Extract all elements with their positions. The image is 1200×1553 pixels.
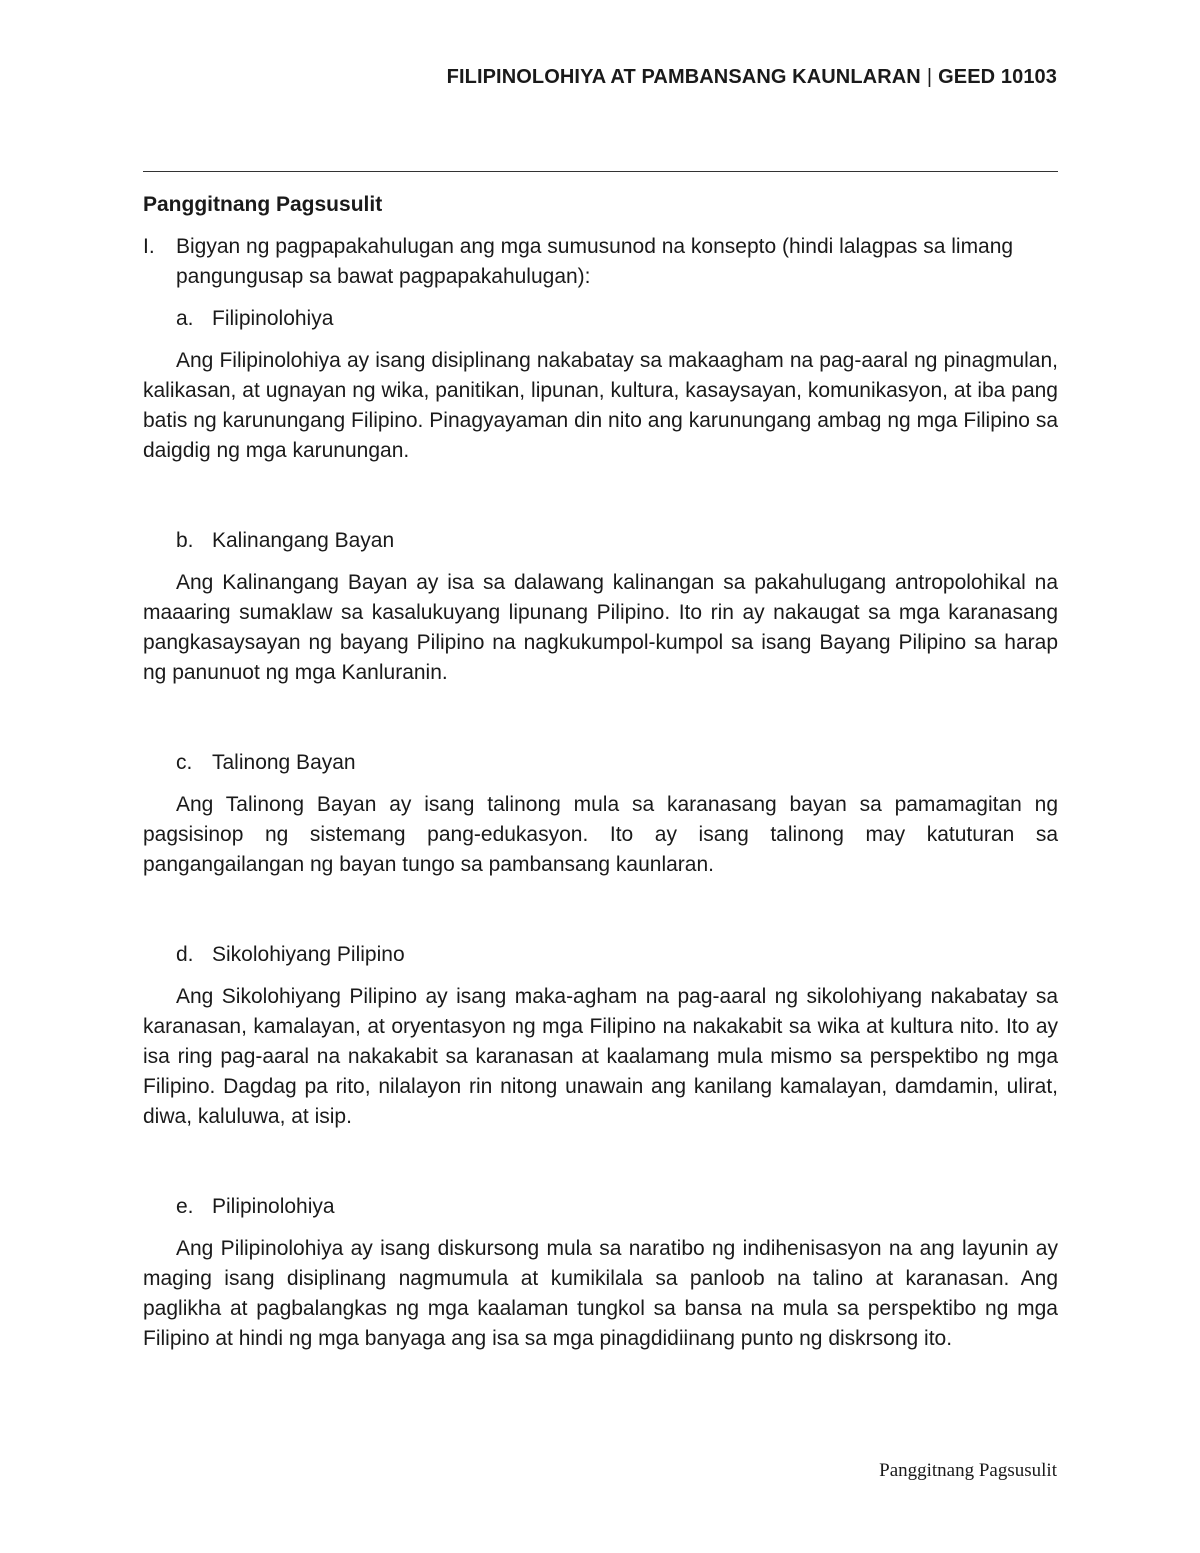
item-heading (143, 940, 1058, 970)
question-text: Bigyan ng pagpapakahulugan ang mga sumusunod na konsepto (hindi lalagpas sa limang pangungusap sa bawat pagpapakahulugan): (176, 235, 1014, 288)
item-definition: Ang Filipinolohiya ay isang disiplinang nakabatay sa makaagham na pag-aaral ng pinagmulan, kalikasan, at ugnayan ng wika, panitikan, lipunan, kultura, kasaysayan, komunikasyon, at iba pang batis ng karunungang Filipino. Pinagyayaman din nito ang karunungang ambag ng mga Filipino sa daigdig ng mga karunungan. (143, 349, 1058, 462)
item-definition: Ang Kalinangang Bayan ay isa sa dalawang kalinangan sa pakahulugang antropolohikal na maaaring sumaklaw sa kasalukuyang lipunang Pilipino. Ito rin ay nakaugat sa mga karanasang pangkasaysayan ng bayang Pilipino na nagkukumpol-kumpol sa isang Bayang Pilipino sa harap ng panunuot ng mga Kanluranin. (143, 571, 1058, 684)
item-term: Filipinolohiya (212, 307, 334, 330)
course-code: GEED 10103 (938, 66, 1057, 88)
item-letter: e. (176, 1195, 194, 1218)
item-term: Sikolohiyang Pilipino (212, 943, 405, 966)
definition-item (143, 1192, 1058, 1354)
definition-item (143, 748, 1058, 880)
section-title: Panggitnang Pagsusulit (143, 193, 383, 216)
header-rule (143, 171, 1058, 172)
item-letter: c. (176, 751, 193, 774)
item-heading (143, 304, 1058, 334)
item-heading (143, 748, 1058, 778)
item-heading (143, 526, 1058, 556)
item-definition: Ang Talinong Bayan ay isang talinong mula sa karanasang bayan sa pamamagitan ng pagsisinop ng sistemang pang-edukasyon. Ito ay isang talinong may katuturan sa pangangailangan ng bayan tungo sa pambansang kaunlaran. (143, 793, 1058, 876)
question (143, 232, 1058, 292)
item-term: Kalinangang Bayan (212, 529, 395, 552)
item-definition: Ang Sikolohiyang Pilipino ay isang maka-agham na pag-aaral ng sikolohiyang nakabatay sa karanasan, kamalayan, at oryentasyon ng mga Filipino na nakakabit sa wika at kultura nito. Ito ay isa ring pag-aaral na nakakabit sa karanasan at kaalamang mula mismo sa perspektibo ng mga Filipino. Dagdag pa rito, nilalayon rin nitong unawain ang kanilang kamalayan, damdamin, ulirat, diwa, kaluluwa, at isip. (143, 985, 1058, 1128)
definition-item (143, 940, 1058, 1132)
item-letter: b. (176, 529, 194, 552)
item-term: Talinong Bayan (212, 751, 356, 774)
definition-item (143, 304, 1058, 466)
question-number: I. (143, 235, 155, 258)
definition-item (143, 526, 1058, 688)
item-letter: a. (176, 307, 194, 330)
item-letter: d. (176, 943, 194, 966)
item-definition: Ang Pilipinolohiya ay isang diskursong mula sa naratibo ng indihenisasyon na ang layunin ay maging isang disiplinang nagmumula at kumikilala sa panloob na talino at karanasan. Ang paglikha at pagbalangkas ng mga kaalaman tungkol sa bansa na mula sa perspektibo ng mga Filipino at hindi ng mga banyaga ang isa sa mga pinagdidiinang punto ng diskrsong ito. (143, 1237, 1058, 1350)
document-body (143, 190, 1058, 1354)
page-footer: Panggitnang Pagsusulit (879, 1460, 1057, 1481)
item-heading (143, 1192, 1058, 1222)
course-title: FILIPINOLOHIYA AT PAMBANSANG KAUNLARAN (446, 66, 921, 88)
header-separator: | (926, 66, 933, 88)
item-term: Pilipinolohiya (212, 1195, 335, 1218)
page-header (447, 66, 1057, 89)
